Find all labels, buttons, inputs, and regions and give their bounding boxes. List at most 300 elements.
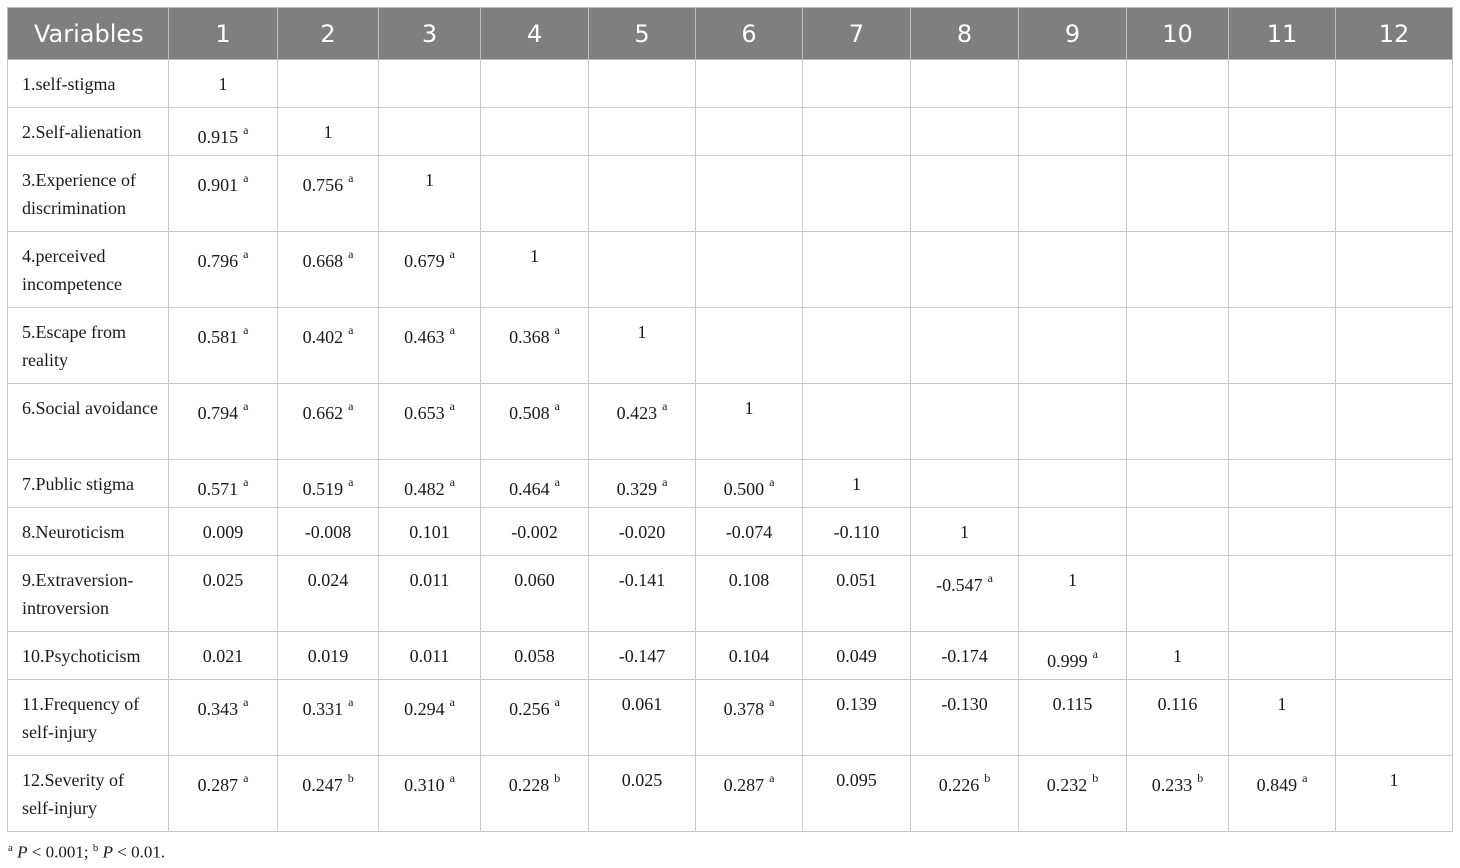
cell-value: 0.232	[1046, 775, 1088, 795]
correlation-value	[836, 646, 877, 666]
table-cell	[803, 460, 911, 508]
row-label: 6.Social avoidance	[8, 384, 169, 460]
correlation-value	[197, 695, 249, 719]
significance-mark: a	[554, 695, 560, 709]
table-cell	[911, 556, 1019, 632]
correlation-value	[619, 570, 666, 590]
table-cell	[169, 508, 278, 556]
cell-value: 0.061	[621, 694, 663, 714]
correlation-value	[197, 399, 249, 423]
cell-value: -0.141	[618, 570, 666, 590]
table-cell	[1019, 508, 1127, 556]
header-col-12: 12	[1336, 8, 1453, 60]
correlation-table	[7, 7, 1453, 832]
cell-value: 0.368	[509, 327, 550, 347]
table-cell	[1229, 232, 1336, 308]
correlation-value	[938, 771, 991, 795]
header-col-10: 10	[1127, 8, 1229, 60]
table-row	[8, 384, 1453, 460]
table-cell	[1336, 384, 1453, 460]
cell-value: 0.019	[307, 646, 349, 666]
significance-mark: a	[987, 571, 993, 585]
table-cell	[481, 308, 589, 384]
table-cell	[169, 384, 278, 460]
correlation-value	[404, 247, 455, 271]
cell-value: 0.849	[1256, 775, 1298, 795]
cell-value: 0.343	[197, 699, 239, 719]
table-cell	[1127, 632, 1229, 680]
table-cell	[696, 756, 803, 832]
table-cell	[278, 756, 379, 832]
table-cell	[1336, 508, 1453, 556]
table-cell	[803, 108, 911, 156]
cell-value: -0.020	[618, 522, 666, 542]
cell-value: 1	[1068, 570, 1077, 590]
correlation-value	[836, 770, 877, 790]
correlation-value	[1046, 771, 1099, 795]
table-cell	[589, 632, 696, 680]
row-label: 1.self-stigma	[8, 60, 169, 108]
table-row	[8, 632, 1453, 680]
correlation-value	[509, 399, 560, 423]
correlation-value	[203, 646, 244, 666]
cell-value: 0.228	[508, 775, 550, 795]
table-cell	[1229, 156, 1336, 232]
table-cell	[1336, 680, 1453, 756]
cell-value: 0.901	[197, 175, 239, 195]
correlation-value	[404, 771, 455, 795]
correlation-value	[622, 770, 663, 790]
cell-value: 0.233	[1151, 775, 1193, 795]
correlation-value	[197, 171, 249, 195]
significance-mark: a	[449, 323, 455, 337]
table-cell	[1127, 508, 1229, 556]
correlation-value	[302, 323, 354, 347]
header-col-11: 11	[1229, 8, 1336, 60]
header-col-2: 2	[278, 8, 379, 60]
table-cell	[1229, 460, 1336, 508]
footnote-mark-a: a	[8, 842, 13, 854]
table-cell	[803, 508, 911, 556]
header-col-5: 5	[589, 8, 696, 60]
significance-mark: a	[449, 475, 455, 489]
table-cell	[1336, 108, 1453, 156]
significance-mark: a	[1302, 771, 1308, 785]
table-cell	[1336, 460, 1453, 508]
table-cell	[696, 308, 803, 384]
table-cell	[696, 680, 803, 756]
significance-mark: a	[554, 399, 560, 413]
table-cell	[1019, 232, 1127, 308]
table-cell	[1127, 460, 1229, 508]
table-cell	[278, 556, 379, 632]
cell-value: 0.581	[197, 327, 239, 347]
footnote-p-symbol-a: P	[17, 842, 28, 862]
significance-mark: a	[449, 247, 455, 261]
correlation-value	[219, 74, 228, 94]
table-cell	[1019, 460, 1127, 508]
cell-value: 0.508	[509, 403, 550, 423]
table-cell	[696, 156, 803, 232]
significance-footnote	[8, 842, 165, 863]
table-cell	[696, 60, 803, 108]
cell-value: 0.464	[509, 479, 550, 499]
significance-mark: b	[1197, 771, 1204, 785]
significance-mark: a	[449, 399, 455, 413]
row-label: 3.Experience of discrimination	[8, 156, 169, 232]
cell-value: 0.668	[302, 251, 344, 271]
table-cell	[803, 680, 911, 756]
table-cell	[1127, 680, 1229, 756]
cell-value: 0.116	[1157, 694, 1198, 714]
table-cell	[379, 108, 481, 156]
cell-value: 0.794	[197, 403, 239, 423]
table-cell	[911, 680, 1019, 756]
table-cell	[1127, 156, 1229, 232]
correlation-value	[723, 771, 775, 795]
table-row	[8, 556, 1453, 632]
table-cell	[379, 308, 481, 384]
header-col-1: 1	[169, 8, 278, 60]
header-col-4: 4	[481, 8, 589, 60]
cell-value: 1	[1389, 770, 1399, 790]
correlation-value	[745, 398, 754, 418]
cell-value: 0.662	[302, 403, 344, 423]
table-cell	[803, 60, 911, 108]
row-label: 2.Self-alienation	[8, 108, 169, 156]
correlation-value	[404, 399, 455, 423]
cell-value: 0.796	[197, 251, 239, 271]
correlation-value	[410, 570, 450, 590]
table-cell	[803, 232, 911, 308]
significance-mark: a	[348, 475, 354, 489]
table-cell	[911, 308, 1019, 384]
table-cell	[1336, 60, 1453, 108]
correlation-value	[960, 522, 969, 542]
header-col-6: 6	[696, 8, 803, 60]
table-cell	[1229, 60, 1336, 108]
correlation-value	[404, 695, 455, 719]
table-cell	[1229, 508, 1336, 556]
table-row	[8, 232, 1453, 308]
cell-value: 1	[960, 522, 969, 542]
correlation-value	[514, 570, 555, 590]
correlation-value	[1278, 694, 1287, 714]
table-cell	[481, 108, 589, 156]
table-cell	[481, 756, 589, 832]
table-cell	[1336, 156, 1453, 232]
header-col-3: 3	[379, 8, 481, 60]
table-cell	[1229, 680, 1336, 756]
table-cell	[1019, 556, 1127, 632]
row-label: 8.Neuroticism	[8, 508, 169, 556]
table-cell	[911, 632, 1019, 680]
table-cell	[803, 308, 911, 384]
table-cell	[169, 232, 278, 308]
significance-mark: a	[348, 171, 354, 185]
table-cell	[803, 632, 911, 680]
table-cell	[169, 680, 278, 756]
table-cell	[278, 680, 379, 756]
table-row	[8, 680, 1453, 756]
significance-mark: b	[1092, 771, 1099, 785]
cell-value: 0.011	[409, 570, 450, 590]
significance-mark: a	[554, 323, 560, 337]
correlation-value	[197, 771, 249, 795]
cell-value: 0.025	[202, 570, 244, 590]
table-row	[8, 756, 1453, 832]
header-row	[8, 8, 1453, 60]
correlation-value	[1053, 694, 1093, 714]
table-cell	[278, 232, 379, 308]
correlation-value	[302, 171, 354, 195]
significance-mark: a	[769, 695, 775, 709]
table-cell	[278, 156, 379, 232]
cell-value: 0.756	[302, 175, 344, 195]
row-label: 7.Public stigma	[8, 460, 169, 508]
cell-value: 0.256	[509, 699, 550, 719]
cell-value: 0.058	[514, 646, 555, 666]
table-cell	[1336, 308, 1453, 384]
table-cell	[1019, 156, 1127, 232]
table-cell	[481, 156, 589, 232]
cell-value: 0.025	[621, 770, 663, 790]
footnote-text-a: < 0.001;	[27, 842, 93, 862]
correlation-value	[834, 522, 880, 542]
table-cell	[278, 632, 379, 680]
cell-value: 1	[1173, 646, 1182, 666]
table-cell	[1127, 756, 1229, 832]
cell-value: 0.999	[1047, 651, 1088, 671]
significance-mark: a	[243, 475, 249, 489]
cell-value: 0.049	[836, 646, 877, 666]
table-cell	[1019, 108, 1127, 156]
row-label: 4.perceived incompetence	[8, 232, 169, 308]
correlation-value	[302, 475, 354, 499]
table-row	[8, 508, 1453, 556]
correlation-value	[836, 694, 877, 714]
cell-value: 0.294	[404, 699, 445, 719]
table-cell	[589, 384, 696, 460]
significance-mark: a	[243, 399, 249, 413]
table-cell	[803, 156, 911, 232]
significance-mark: b	[347, 771, 354, 785]
table-cell	[589, 460, 696, 508]
table-cell	[1127, 556, 1229, 632]
table-cell	[1127, 60, 1229, 108]
table-cell	[481, 680, 589, 756]
table-row	[8, 60, 1453, 108]
row-label: 5.Escape from reality	[8, 308, 169, 384]
correlation-value	[409, 522, 450, 542]
cell-value: 0.482	[404, 479, 445, 499]
table-cell	[911, 232, 1019, 308]
correlation-value	[203, 522, 244, 542]
cell-value: 1	[637, 322, 647, 342]
table-row	[8, 460, 1453, 508]
table-cell	[589, 680, 696, 756]
cell-value: 1	[744, 398, 754, 418]
cell-value: 0.287	[723, 775, 765, 795]
cell-value: 0.500	[723, 479, 765, 499]
table-cell	[696, 384, 803, 460]
table-cell	[1019, 60, 1127, 108]
table-cell	[278, 460, 379, 508]
table-cell	[803, 384, 911, 460]
correlation-value	[425, 170, 434, 190]
cell-value: -0.002	[511, 522, 558, 542]
correlation-value	[1047, 647, 1098, 671]
significance-mark: a	[243, 123, 249, 137]
correlation-value	[530, 246, 539, 266]
significance-mark: b	[984, 771, 991, 785]
table-cell	[1019, 632, 1127, 680]
cell-value: 0.653	[404, 403, 445, 423]
table-cell	[1019, 308, 1127, 384]
table-cell	[481, 232, 589, 308]
table-cell	[379, 680, 481, 756]
correlation-value	[404, 323, 455, 347]
cell-value: 0.915	[197, 127, 239, 147]
table-cell	[1229, 108, 1336, 156]
correlation-value	[302, 247, 354, 271]
cell-value: 0.463	[404, 327, 445, 347]
table-cell	[379, 156, 481, 232]
correlation-value	[302, 695, 354, 719]
correlation-value	[1158, 694, 1198, 714]
table-cell	[481, 60, 589, 108]
correlation-value	[1151, 771, 1204, 795]
correlation-value	[616, 475, 668, 499]
table-cell	[481, 384, 589, 460]
correlation-value	[941, 646, 988, 666]
correlation-value	[619, 522, 666, 542]
table-cell	[589, 508, 696, 556]
row-label: 10.Psychoticism	[8, 632, 169, 680]
table-row	[8, 308, 1453, 384]
table-cell	[589, 308, 696, 384]
table-cell	[696, 232, 803, 308]
cell-value: -0.074	[725, 522, 773, 542]
correlation-value	[197, 323, 249, 347]
correlation-value	[619, 646, 666, 666]
significance-mark: a	[662, 399, 668, 413]
cell-value: -0.147	[618, 646, 666, 666]
table-header	[8, 8, 1453, 60]
table-cell	[1019, 680, 1127, 756]
correlation-value	[729, 646, 770, 666]
table-cell	[278, 384, 379, 460]
correlation-value	[836, 570, 877, 590]
cell-value: 1	[530, 246, 539, 266]
cell-value: 0.060	[514, 570, 555, 590]
table-cell	[589, 108, 696, 156]
table-cell	[1229, 308, 1336, 384]
table-cell	[1127, 232, 1229, 308]
table-cell	[481, 508, 589, 556]
cell-value: -0.008	[304, 522, 352, 542]
cell-value: 1	[1277, 694, 1287, 714]
header-col-8: 8	[911, 8, 1019, 60]
table-cell	[911, 384, 1019, 460]
significance-mark: a	[769, 475, 775, 489]
cell-value: 0.331	[302, 699, 344, 719]
table-cell	[379, 460, 481, 508]
table-cell	[1229, 556, 1336, 632]
significance-mark: a	[243, 323, 249, 337]
cell-value: 0.329	[616, 479, 658, 499]
table-cell	[379, 508, 481, 556]
significance-mark: a	[769, 771, 775, 785]
significance-mark: a	[554, 475, 560, 489]
table-cell	[481, 632, 589, 680]
correlation-value	[622, 694, 663, 714]
correlation-value	[511, 522, 558, 542]
cell-value: 1	[218, 74, 228, 94]
header-variables: Variables	[8, 8, 169, 60]
table-cell	[1229, 384, 1336, 460]
table-cell	[379, 756, 481, 832]
correlation-value	[638, 322, 647, 342]
table-cell	[169, 756, 278, 832]
table-cell	[278, 508, 379, 556]
cell-value: 1	[425, 170, 434, 190]
table-cell	[589, 60, 696, 108]
table-cell	[379, 232, 481, 308]
table-cell	[911, 60, 1019, 108]
table-cell	[169, 60, 278, 108]
significance-mark: a	[662, 475, 668, 489]
cell-value: 0.108	[728, 570, 770, 590]
correlation-value	[308, 570, 349, 590]
cell-value: 0.021	[202, 646, 244, 666]
correlation-value	[305, 522, 352, 542]
table-cell	[1336, 232, 1453, 308]
table-cell	[169, 308, 278, 384]
cell-value: 0.310	[404, 775, 445, 795]
cell-value: 0.115	[1052, 694, 1093, 714]
cell-value: 1	[852, 474, 861, 494]
table-cell	[696, 108, 803, 156]
table-cell	[803, 756, 911, 832]
correlation-value	[1068, 570, 1077, 590]
table-body	[8, 60, 1453, 832]
correlation-value	[1390, 770, 1399, 790]
correlation-value	[324, 122, 333, 142]
table-cell	[1336, 556, 1453, 632]
correlation-value	[197, 247, 249, 271]
table-cell	[1229, 632, 1336, 680]
cell-value: 0.226	[938, 775, 980, 795]
table-cell	[696, 632, 803, 680]
table-cell	[1019, 384, 1127, 460]
footnote-text-b: < 0.01.	[112, 842, 166, 862]
cell-value: 0.679	[404, 251, 445, 271]
cell-value: 0.139	[836, 694, 877, 714]
cell-value: 0.101	[409, 522, 450, 542]
table-cell	[278, 60, 379, 108]
table-cell	[169, 556, 278, 632]
correlation-value	[302, 771, 354, 795]
table-cell	[1019, 756, 1127, 832]
correlation-value	[197, 475, 249, 499]
correlation-value	[723, 475, 775, 499]
significance-mark: a	[243, 771, 249, 785]
correlation-value	[509, 695, 560, 719]
header-col-9: 9	[1019, 8, 1127, 60]
cell-value: 0.247	[302, 775, 343, 795]
table-cell	[278, 308, 379, 384]
